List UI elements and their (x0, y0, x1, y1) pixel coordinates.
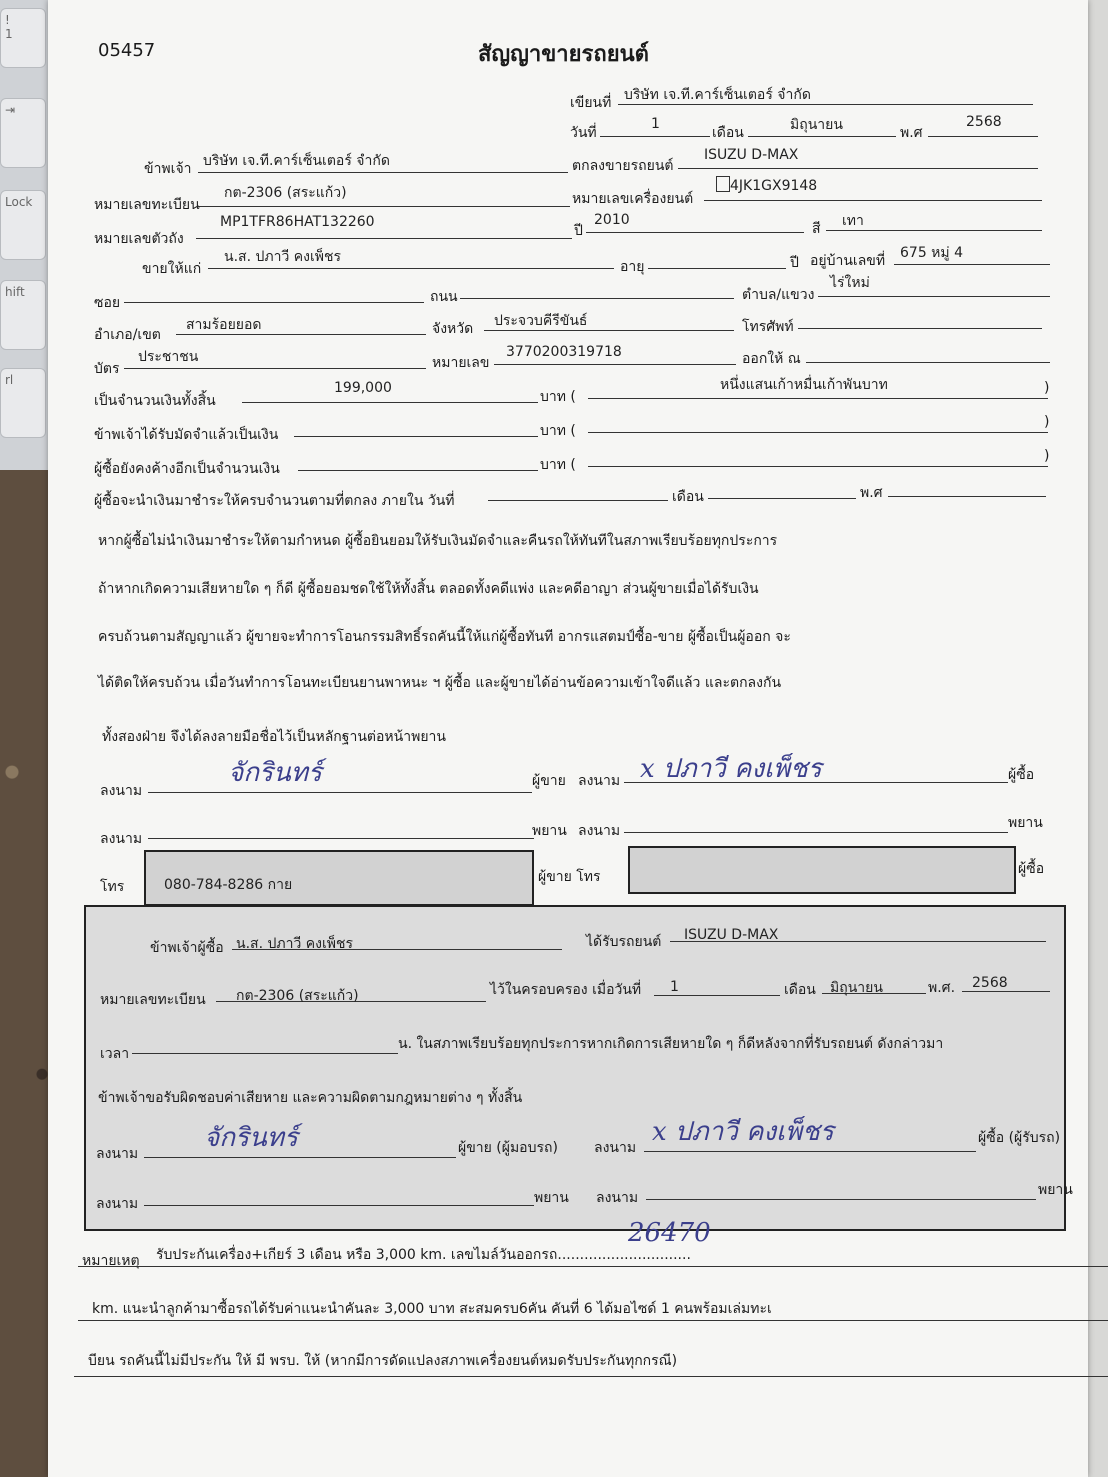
receipt-witness1-label: ลงนาม (96, 1196, 139, 1212)
reg-label: หมายเลขทะเบียน (94, 197, 200, 213)
keyboard-key: ⇥ (0, 98, 46, 168)
seller-line (198, 172, 568, 173)
keyboard-key: rl (0, 368, 46, 438)
car-year-value: 2010 (594, 212, 630, 228)
document-number: 05457 (98, 40, 156, 61)
receipt-day-value: 1 (670, 979, 679, 995)
witness2-role: พยาน (1008, 815, 1043, 831)
receipt-month-label: เดือน (784, 982, 816, 998)
document-title: สัญญาขายรถยนต์ (478, 42, 649, 67)
month-label: เดือน (712, 125, 744, 141)
terms-line-3: ครบถ้วนตามสัญญาแล้ว ผู้ขายจะทำการโอนกรรมสิทธิ์รถคันนี้ให้แก่ผู้ซื้อทันที อากรแสตมป์ซื้อ-ขาย ผู้ซื้อเป็นผู้ออก จะ (98, 629, 791, 645)
seller-value: บริษัท เจ.ที.คาร์เซ็นเตอร์ จำกัด (203, 153, 390, 169)
seller-tel-label: ผู้ขาย โทร (538, 869, 601, 885)
receipt-year-value: 2568 (972, 975, 1008, 991)
month-line (748, 136, 896, 137)
phone-line (798, 328, 1042, 329)
receipt-buyer-value: น.ส. ปภาวี คงเพ็ชร (236, 936, 353, 952)
reg-value: กต-2306 (สระแก้ว) (224, 185, 347, 201)
receipt-year-label: พ.ศ. (928, 980, 956, 996)
address-line (894, 264, 1050, 265)
receipt-time-label: เวลา (100, 1046, 130, 1062)
buyer-label: ขายให้แก่ (142, 261, 202, 277)
deposit-label: ข้าพเจ้าได้รับมัดจำแล้วเป็นเงิน (94, 427, 279, 443)
receipt-witness1-role: พยาน (534, 1190, 569, 1206)
year-value: 2568 (966, 114, 1002, 130)
pay-by-label: ผู้ซื้อจะนำเงินมาชำระให้ครบจำนวนตามที่ตกลง ภายใน วันที่ (94, 493, 455, 509)
receipt-day-line (654, 995, 780, 996)
total-label: เป็นจำนวนเงินทั้งสิ้น (94, 393, 216, 409)
buyer-signature: x ปภาวี คงเพ็ชร (640, 754, 822, 784)
chassis-line (196, 238, 572, 239)
age-label: อายุ (620, 259, 645, 275)
terms-line-4: ได้ติดให้ครบถ้วน เมื่อวันทำการโอนทะเบียนยานพาหนะ ฯ ผู้ซื้อ และผู้ขายได้อ่านข้อความเข้าใจดีแล้ว และตกลงกัน (98, 675, 782, 691)
card-no-label: หมายเลข (432, 355, 490, 371)
subdistrict-value: ไร่ใหม่ (830, 275, 870, 291)
receipt-possession-label: ไว้ในครอบครอง เมื่อวันที่ (490, 982, 642, 998)
engine-value: 4JK1GX9148 (730, 178, 818, 194)
receipt-seller-role: ผู้ขาย (ผู้มอบรถ) (458, 1140, 558, 1156)
receipt-seller-sign-label: ลงนาม (96, 1146, 139, 1162)
reg-line (198, 206, 570, 207)
receipt-seller-signature: จักรินทร์ (204, 1123, 298, 1153)
phone-label: โทรศัพท์ (742, 319, 794, 335)
pay-month-label: เดือน (672, 489, 704, 505)
card-no-value: 3770200319718 (506, 344, 622, 360)
day-line (600, 136, 710, 137)
witness1-sign-label: ลงนาม (100, 831, 143, 847)
day-value: 1 (651, 116, 660, 132)
receipt-reg-label: หมายเลขทะเบียน (100, 992, 206, 1008)
card-no-line (494, 364, 736, 365)
engine-line (704, 200, 1042, 201)
receipt-time-text: น. ในสภาพเรียบร้อยทุกประการหากเกิดการเสียหายใด ๆ ก็ดีหลังจากที่รับรถยนต์ ดังกล่าวมา (398, 1036, 944, 1052)
receipt-witness2-role: พยาน (1038, 1182, 1073, 1198)
remark-line-3: บียน รถคันนี้ไม่มีประกัน ให้ มี พรบ. ให้ (หากมีการดัดแปลงสภาพเครื่องยนต์หมดรับประกันทุกกรณี) (88, 1353, 678, 1369)
terms-line-1: หากผู้ซื้อไม่นำเงินมาชำระให้ตามกำหนด ผู้ซื้อยินยอมให้รับเงินมัดจำและคืนรถให้ทันทีในสภาพเรียบร้อยทุกประการ (98, 533, 778, 549)
agree-sell-label: ตกลงขายรถยนต์ (572, 158, 674, 174)
seller-phone-value: 080-784-8286 กาย (164, 877, 293, 893)
receipt-reg-value: กต-2306 (สระแก้ว) (236, 988, 359, 1004)
receipt-witness2-line (646, 1199, 1036, 1200)
witness1-role: พยาน (532, 823, 567, 839)
pay-year-label: พ.ศ (860, 485, 883, 501)
receipt-witness2-label: ลงนาม (596, 1190, 639, 1206)
total-words-line (588, 398, 1048, 399)
receipt-liability-text: ข้าพเจ้าขอรับผิดชอบค่าเสียหาย และความผิดตามกฎหมายต่าง ๆ ทั้งสิ้น (98, 1090, 523, 1106)
buyer-value: น.ส. ปภาวี คงเพ็ชร (224, 249, 341, 265)
total-words-value: หนึ่งแสนเก้าหมื่นเก้าพันบาท (720, 377, 888, 393)
remark-line-1: รับประกันเครื่อง+เกียร์ 3 เดือน หรือ 3,000 km. เลขไมล์วันออกรถ.............................. (156, 1247, 691, 1263)
total-baht-label: บาท ( (540, 389, 576, 405)
issued-by-line (806, 362, 1050, 363)
witness2-sign-line (624, 832, 1008, 833)
remaining-close-paren: ) (1044, 448, 1050, 464)
remark-line-2: km. แนะนำลูกค้ามาซื้อรถได้รับค่าแนะนำคันละ 3,000 บาท สะสมครบ6คัน คันที่ 6 ได้มอไซด์ 1 คนพร้อมเล่มทะเ (92, 1301, 772, 1317)
soi-label: ซอย (94, 295, 121, 311)
receipt-buyer-role: ผู้ซื้อ (ผู้รับรถ) (978, 1130, 1061, 1146)
receipt-month-value: มิถุนายน (830, 980, 883, 996)
address-value: 675 หมู่ 4 (900, 245, 963, 261)
terms-line-5: ทั้งสองฝ่าย จึงได้ลงลายมือชื่อไว้เป็นหลักฐานต่อหน้าพยาน (102, 729, 446, 745)
seller-label: ข้าพเจ้า (144, 161, 192, 177)
pay-year-line (888, 496, 1046, 497)
month-value: มิถุนายน (790, 117, 843, 133)
car-year-line (586, 232, 804, 233)
keyboard-key: ! 1 (0, 8, 46, 68)
witness1-sign-line (148, 838, 534, 839)
receipt-car-value: ISUZU D-MAX (684, 927, 779, 943)
chassis-label: หมายเลขตัวถัง (94, 231, 184, 247)
receipt-buyer-sign-label: ลงนาม (594, 1140, 637, 1156)
chassis-value: MP1TFR86HAT132260 (220, 214, 375, 230)
province-label: จังหวัด (432, 321, 474, 337)
remark-label: หมายเหตุ (82, 1253, 140, 1269)
card-type-line (124, 368, 426, 369)
remaining-words-line (588, 466, 1048, 467)
year-line (928, 136, 1038, 137)
province-value: ประจวบคีรีขันธ์ (494, 313, 588, 329)
seller-sign-line (148, 792, 532, 793)
receipt-received-label: ได้รับรถยนต์ (586, 934, 662, 950)
card-label: บัตร (94, 361, 120, 377)
date-label: วันที่ (570, 125, 597, 141)
receipt-witness1-line (144, 1205, 534, 1206)
keyboard-key: Lock (0, 190, 46, 260)
receipt-seller-sign-line (144, 1157, 456, 1158)
buyer-tel-role: ผู้ซื้อ (1018, 861, 1045, 877)
age-line (648, 268, 786, 269)
car-model-value: ISUZU D-MAX (704, 147, 799, 163)
address-label: อยู่บ้านเลขที่ (810, 253, 886, 269)
receipt-buyer-signature: x ปภาวี คงเพ็ชร (652, 1117, 834, 1147)
pay-month-line (708, 498, 856, 499)
soi-line (124, 302, 424, 303)
seller-phone-box (144, 850, 534, 906)
pay-day-line (488, 500, 668, 501)
car-model-line (678, 168, 1038, 169)
road-line (460, 298, 734, 299)
subdistrict-label: ตำบล/แขวง (742, 287, 815, 303)
written-at-value: บริษัท เจ.ที.คาร์เซ็นเตอร์ จำกัด (624, 87, 811, 103)
year-label: พ.ศ (900, 125, 923, 141)
remaining-label: ผู้ซื้อยังคงค้างอีกเป็นจำนวนเงิน (94, 461, 280, 477)
contract-paper (48, 0, 1088, 1477)
remark-underline-1 (78, 1266, 1108, 1267)
subdistrict-line (818, 296, 1050, 297)
witness2-sign-label: ลงนาม (578, 823, 621, 839)
mileage-handwritten: 26470 (628, 1218, 711, 1248)
total-value: 199,000 (334, 380, 392, 396)
seller-role: ผู้ขาย (532, 773, 566, 789)
engine-checkbox (716, 176, 730, 192)
terms-line-2: ถ้าหากเกิดความเสียหายใด ๆ ก็ดี ผู้ซื้อยอมชดใช้ให้ทั้งสิ้น ตลอดทั้งคดีแพ่ง และคดีอาญา ส่วนผู้ขายเมื่อได้รับเงิน (98, 581, 759, 597)
remark-underline-2 (78, 1320, 1108, 1321)
receipt-time-line (132, 1053, 398, 1054)
car-year-label: ปี (574, 223, 583, 239)
buyer-line (208, 268, 614, 269)
receipt-year-line (962, 991, 1050, 992)
total-close-paren: ) (1044, 380, 1050, 396)
remaining-baht-label: บาท ( (540, 457, 576, 473)
buyer-phone-box (628, 846, 1016, 894)
engine-label: หมายเลขเครื่องยนต์ (572, 191, 694, 207)
road-label: ถนน (430, 289, 458, 305)
remark-underline-3 (74, 1376, 1108, 1377)
seller-signature: จักรินทร์ (228, 758, 322, 788)
keyboard-key: hift (0, 280, 46, 350)
color-value: เทา (842, 213, 864, 229)
written-at-label: เขียนที่ (570, 95, 612, 111)
remaining-line (298, 470, 538, 471)
deposit-close-paren: ) (1044, 414, 1050, 430)
deposit-words-line (588, 432, 1048, 433)
receipt-buyer-label: ข้าพเจ้าผู้ซื้อ (150, 940, 224, 956)
seller-sign-label: ลงนาม (100, 783, 143, 799)
buyer-role: ผู้ซื้อ (1008, 767, 1035, 783)
age-unit: ปี (790, 255, 799, 271)
buyer-sign-label: ลงนาม (578, 773, 621, 789)
color-label: สี (812, 221, 821, 237)
district-label: อำเภอ/เขต (94, 327, 161, 343)
total-line (242, 402, 538, 403)
issued-by-label: ออกให้ ณ (742, 351, 801, 367)
vehicle-receipt-box (84, 905, 1073, 1231)
district-value: สามร้อยยอด (186, 317, 262, 333)
deposit-baht-label: บาท ( (540, 423, 576, 439)
card-type-value: ประชาชน (138, 349, 199, 365)
tel-label: โทร (100, 879, 125, 895)
deposit-line (294, 436, 538, 437)
